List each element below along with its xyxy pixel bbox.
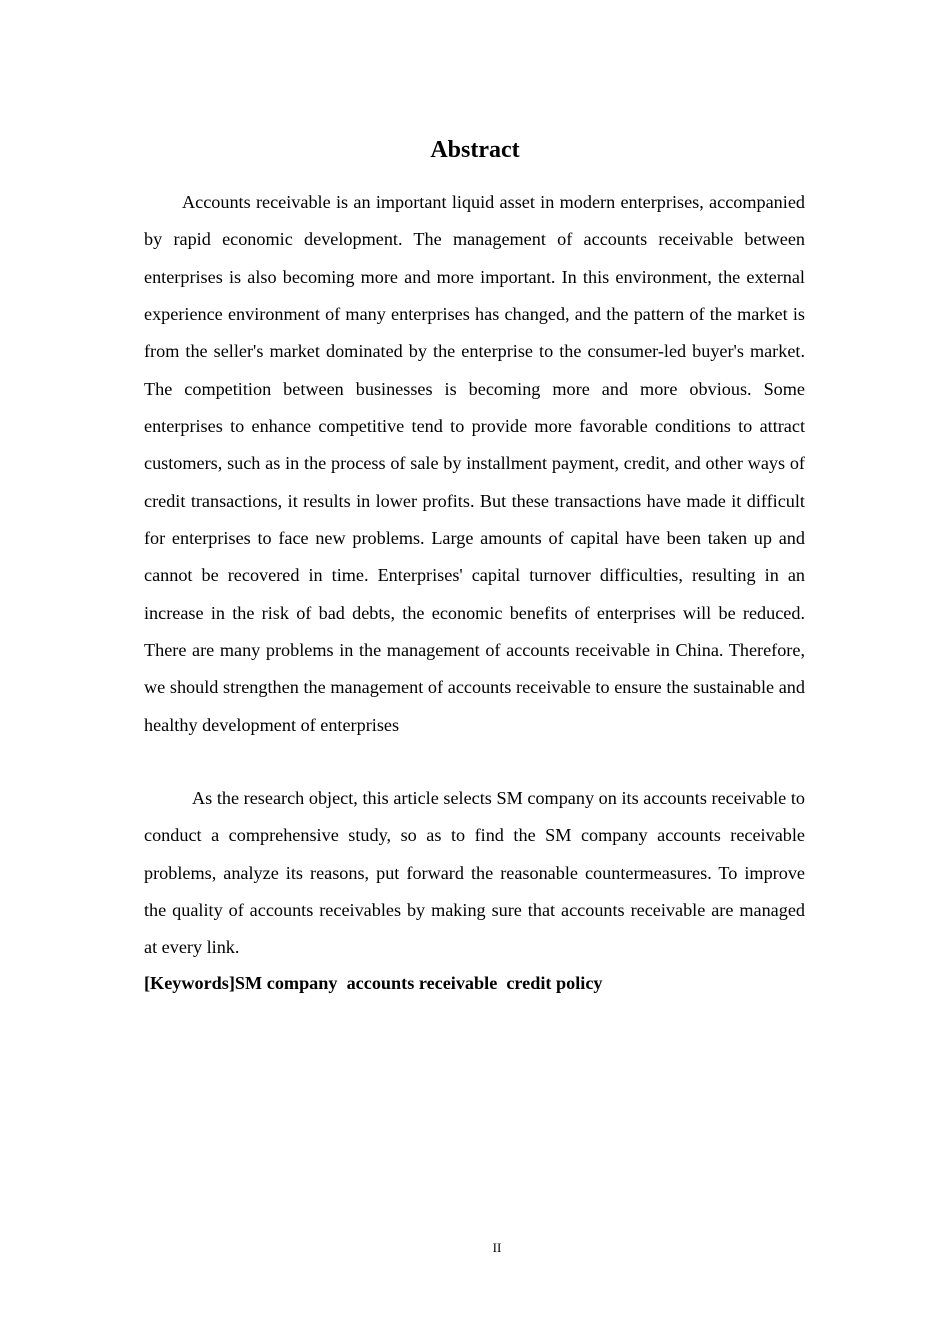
keywords-line: [Keywords]SM company accounts receivable credit policy — [144, 973, 603, 993]
abstract-title: Abstract — [430, 137, 520, 163]
page-number: II — [492, 1240, 502, 1255]
abstract-paragraph-2: As the research object, this article selects SM company on its accounts receivable to conduct a comprehensive study, so as to find the SM company accounts receivable problems, analyze its reasons, put forward the reasonable countermeasures. To improve the quality of accounts receivables by making sure that accounts receivable are managed at every link. — [144, 788, 805, 958]
abstract-paragraph-1: Accounts receivable is an important liquid asset in modern enterprises, accompanied by rapid economic development. The management of accounts receivable between enterprises is also becoming more and more important. In this environment, the external experience environment of many enterprises has changed, and the pattern of the market is from the seller's market dominated by the enterprise to the consumer-led buyer's market. The competition between businesses is becoming more and more obvious. Some enterprises to enhance competitive tend to provide more favorable conditions to attract customers, such as in the process of sale by installment payment, credit, and other ways of credit transactions, it results in lower profits. But these transactions have made it difficult for enterprises to face new problems. Large amounts of capital have been taken up and cannot be recovered in time. Enterprises' capital turnover difficulties, resulting in an increase in the risk of bad debts, the economic benefits of enterprises will be reduced. There are many problems in the management of accounts receivable in China. Therefore, we should strengthen the management of accounts receivable to ensure the sustainable and healthy development of enterprises — [144, 192, 805, 735]
